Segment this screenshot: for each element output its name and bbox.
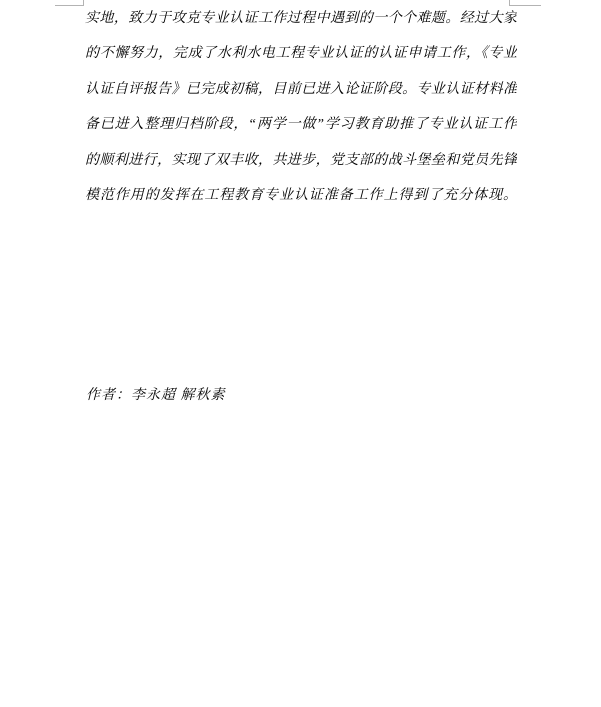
paragraph-line-3[interactable]: 认证自评报告》已完成初稿，目前已进入论证阶段。专业认证材料准: [85, 81, 517, 97]
margin-crop-mark-top-left-horizontal: [55, 5, 83, 6]
paragraph-line-5[interactable]: 的顺利进行，实现了双丰收，共进步，党支部的战斗堡垒和党员先锋: [85, 152, 517, 168]
paragraph-line-6[interactable]: 模范作用的发挥在工程教育专业认证准备工作上得到了充分体现。: [85, 187, 517, 203]
author-line[interactable]: 作者：李永超 解秋素: [86, 388, 226, 403]
paragraph-line-2[interactable]: 的不懈努力，完成了水利水电工程专业认证的认证申请工作，《专业: [85, 46, 517, 62]
paragraph-line-4[interactable]: 备已进入整理归档阶段，“两学一做”学习教育助推了专业认证工作: [85, 117, 517, 133]
body-paragraph[interactable]: [85, 1, 517, 213]
margin-crop-mark-top-left-vertical: [83, 0, 84, 6]
paragraph-line-1[interactable]: 实地，致力于攻克专业认证工作过程中遇到的一个个难题。经过大家: [85, 11, 517, 26]
